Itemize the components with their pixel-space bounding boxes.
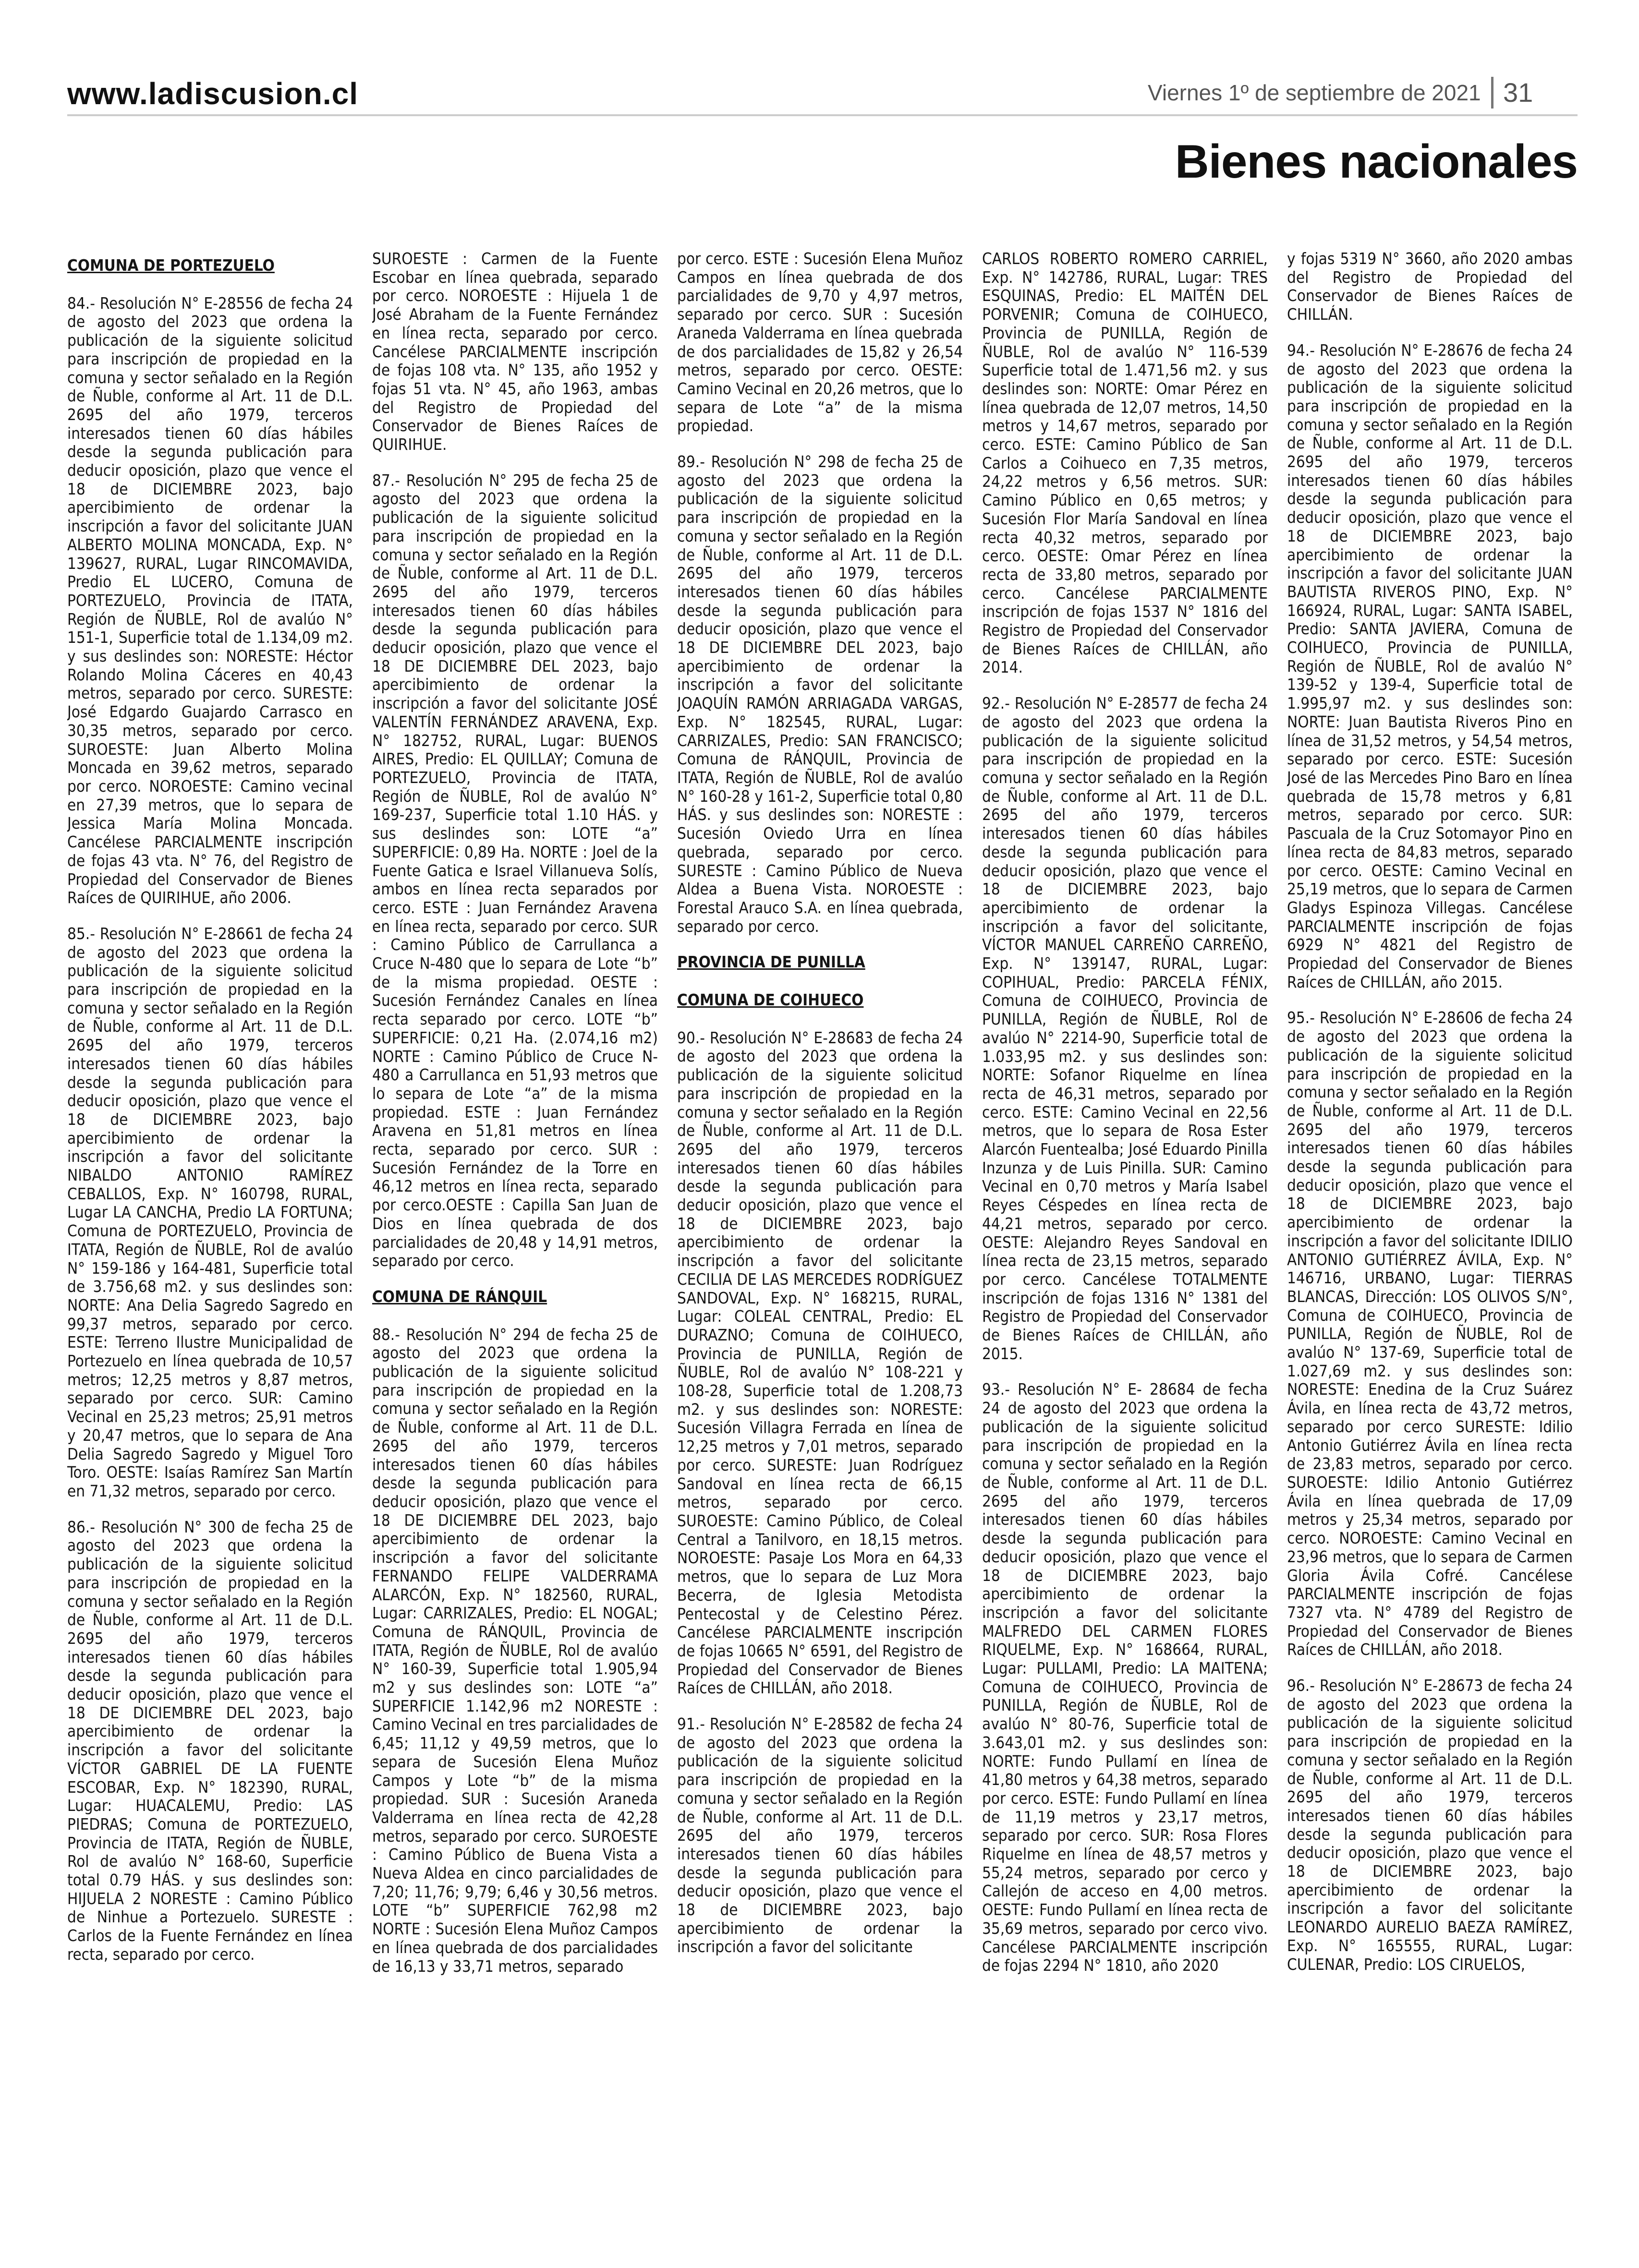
article-columns: [67, 250, 1573, 2237]
column-1: [67, 250, 353, 2237]
notice-paragraph: 88.- Resolución N° 294 de fecha 25 de agosto del 2023 que ordena la publicación de la siguiente solicitud para inscripción de propiedad en la comuna y sector señalado en la Región de Ñuble, conforme al Art. 11 de D.L. 2695 del año 1979, terceros interesados tienen 60 días hábiles desde la segunda publicación para deducir oposición, plazo que vence el 18 DE DICIEMBRE DEL 2023, bajo apercibimiento de ordenar la inscripción a favor del solicitante FERNANDO FELIPE VALDERRAMA ALARCÓN, Exp. N° 182560, RURAL, Lugar: CARRIZALES, Predio: EL NOGAL; Comuna de RÁNQUIL, Provincia de ITATA, Región de ÑUBLE, Rol de avalúo N° 160-39, Superficie total 1.905,94 m2 y sus deslindes son: LOTE “a” SUPERFICIE 1.142,96 m2 NORESTE : Camino Vecinal en tres parcialidades de 6,45; 11,12 y 49,59 metros, que lo separa de Sucesión Elena Muñoz Campos y Lote “b” de la misma propiedad. SUR : Sucesión Araneda Valderrama en línea recta de 42,28 metros, separado por cerco. SUROESTE : Camino Público de Buena Vista a Nueva Aldea en cinco parcialidades de 7,20; 11,76; 9,79; 6,46 y 30,56 metros. LOTE “b” SUPERFICIE 762,98 m2 NORTE : Sucesión Elena Muñoz Campos en línea quebrada de dos parcialidades de 16,13 y 33,71 metros, separado: [372, 1325, 658, 1976]
section-title: Bienes nacionales: [1175, 135, 1578, 188]
section-heading: PROVINCIA DE PUNILLA: [677, 953, 865, 972]
section-heading: COMUNA DE RÁNQUIL: [372, 1287, 547, 1306]
notice-paragraph: 93.- Resolución N° E- 28684 de fecha 24 de agosto del 2023 que ordena la publicación de la siguiente solicitud para inscripción de propiedad en la comuna y sector señalado en la Región de Ñuble, conforme al Art. 11 de D.L. 2695 del año 1979, terceros interesados tienen 60 días hábiles desde la segunda publicación para deducir oposición, plazo que vence el 18 de DICIEMBRE 2023, bajo apercibimiento de ordenar la inscripción a favor del solicitante MALFREDO DEL CARMEN FLORES RIQUELME, Exp. N° 168664, RURAL, Lugar: PULLAMI, Predio: LA MAITENA; Comuna de COIHUECO, Provincia de PUNILLA, Región de ÑUBLE, Rol de avalúo N° 80-76, Superficie total de 3.643,01 m2. y sus deslindes son: NORTE: Fundo Pullamí en línea de 41,80 metros y 64,38 metros, separado por cerco. ESTE: Fundo Pullamí en línea de 11,19 metros y 23,17 metros, separado por cerco. SUR: Rosa Flores Riquelme en línea de 48,57 metros y 55,24 metros, separado por cerco y Callejón de acceso en 4,00 metros. OESTE: Fundo Pullamí en línea recta de 35,69 metros, separado por cerco vivo. Cancélese PARCIALMENTE inscripción de fojas 2294 N° 1810, año 2020: [982, 1380, 1268, 1975]
notice-paragraph: 85.- Resolución N° E-28661 de fecha 24 de agosto del 2023 que ordena la publicación de la siguiente solicitud para inscripción de propiedad en la comuna y sector señalado en la Región de Ñuble, conforme al Art. 11 de D.L. 2695 del año 1979, terceros interesados tienen 60 días hábiles desde la segunda publicación para deducir oposición, plazo que vence el 18 de DICIEMBRE 2023, bajo apercibimiento de ordenar la inscripción a favor del solicitante NIBALDO ANTONIO RAMÍREZ CEBALLOS, Exp. N° 160798, RURAL, Lugar LA CANCHA, Predio LA FORTUNA; Comuna de PORTEZUELO, Provincia de ITATA, Región de ÑUBLE, Rol de avalúo N° 159-186 y 164-481, Superficie total de 3.756,68 m2. y sus deslindes son: NORTE: Ana Delia Sagredo Sagredo en 99,37 metros, separado por cerco. ESTE: Terreno Ilustre Municipalidad de Portezuelo en línea quebrada de 10,57 metros; 12,25 metros y 8,87 metros, separado por cerco. SUR: Camino Vecinal en 25,23 metros; 25,91 metros y 20,47 metros, que lo separa de Ana Delia Sagredo Sagredo y Miguel Toro Toro. OESTE: Isaías Ramírez San Martín en 71,32 metros, separado por cerco.: [67, 924, 353, 1500]
notice-paragraph: 92.- Resolución N° E-28577 de fecha 24 de agosto del 2023 que ordena la publicación de la siguiente solicitud para inscripción de propiedad en la comuna y sector señalado en la Región de Ñuble, conforme al Art. 11 de D.L. 2695 del año 1979, terceros interesados tienen 60 días hábiles desde la segunda publicación para deducir oposición, plazo que vence el 18 de DICIEMBRE 2023, bajo apercibimiento de ordenar la inscripción a favor del solicitante, VÍCTOR MANUEL CARREÑO CARREÑO, Exp. N° 139147, RURAL, Lugar: COPIHUAL, Predio: PARCELA FÉNIX, Comuna de COIHUECO, Provincia de PUNILLA, Región de ÑUBLE, Rol de avalúo N° 2214-90, Superficie total de 1.033,95 m2. y sus deslindes son: NORTE: Sofanor Riquelme en línea recta de 46,31 metros, separado por cerco. ESTE: Camino Vecinal en 22,56 metros, que lo separa de Rosa Ester Alarcón Fuentealba; José Eduardo Pinilla Inzunza y de Luis Pinilla. SUR: Camino Vecinal en 0,70 metros y María Isabel Reyes Céspedes en línea recta de 44,21 metros, separado por cerco. OESTE: Alejandro Reyes Sandoval en línea recta de 23,15 metros, separado por cerco. Cancélese TOTALMENTE inscripción de fojas 1316 N° 1381 del Registro de Propiedad del Conservador de Bienes Raíces de CHILLÁN, año 2015.: [982, 694, 1268, 1363]
notice-paragraph: 94.- Resolución N° E-28676 de fecha 24 de agosto del 2023 que ordena la publicación de la siguiente solicitud para inscripción de propiedad en la comuna y sector señalado en la Región de Ñuble, conforme al Art. 11 de D.L. 2695 del año 1979, terceros interesados tienen 60 días hábiles desde la segunda publicación para deducir oposición, plazo que vence el 18 de DICIEMBRE 2023, bajo apercibimiento de ordenar la inscripción a favor del solicitante JUAN BAUTISTA RIVEROS PINO, Exp. N° 166924, RURAL, Lugar: SANTA ISABEL, Predio: SANTA JAVIERA, Comuna de COIHUECO, Provincia de PUNILLA, Región de ÑUBLE, Rol de avalúo N° 139-52 y 139-4, Superficie total de 1.995,97 m2. y sus deslindes son: NORTE: Juan Bautista Riveros Pino en línea de 31,52 metros, y 54,54 metros, separado por cerco. ESTE: Sucesión José de las Mercedes Pino Baro en línea quebrada de 15,78 metros y 6,81 metros, separado por cerco. SUR: Pascuala de la Cruz Sotomayor Pino en línea recta de 84,83 metros, separado por cerco. OESTE: Camino Vecinal en 25,19 metros, que lo separa de Carmen Gladys Espinoza Villegas. Cancélese PARCIALMENTE inscripción de fojas 6929 N° 4821 del Registro de Propiedad del Conservador de Bienes Raíces de CHILLÁN, año 2015.: [1287, 340, 1573, 991]
notice-paragraph: 96.- Resolución N° E-28673 de fecha 24 de agosto del 2023 que ordena la publicación de la siguiente solicitud para inscripción de propiedad en la comuna y sector señalado en la Región de Ñuble, conforme al Art. 11 de D.L. 2695 del año 1979, terceros interesados tienen 60 días hábiles desde la segunda publicación para deducir oposición, plazo que vence el 18 de DICIEMBRE 2023, bajo apercibimiento de ordenar la inscripción a favor del solicitante LEONARDO AURELIO BAEZA RAMÍREZ, Exp. N° 165555, RURAL, Lugar: CULENAR, Predio: LOS CIRUELOS,: [1287, 1676, 1573, 1974]
column-3: [677, 250, 963, 2237]
notice-paragraph: CARLOS ROBERTO ROMERO CARRIEL, Exp. N° 142786, RURAL, Lugar: TRES ESQUINAS, Predio: EL MAITÉN DEL PORVENIR; Comuna de COIHUECO, Provincia de PUNILLA, Región de ÑUBLE, Rol de avalúo N° 116-539 Superficie total de 1.471,56 m2. y sus deslindes son: NORTE: Omar Pérez en línea quebrada de 12,07 metros, 14,50 metros y 14,67 metros, separado por cerco. ESTE: Camino Público de San Carlos a Coihueco en 7,35 metros, 24,22 metros y 6,56 metros. SUR: Camino Público en 0,65 metros; y Sucesión Flor María Sandoval en línea recta 40,32 metros, separado por cerco. OESTE: Omar Pérez en línea recta de 33,80 metros, separado por cerco. Cancélese PARCIALMENTE inscripción de fojas 1537 N° 1816 del Registro de Propiedad del Conservador de Bienes Raíces de CHILLÁN, año 2014.: [982, 250, 1268, 677]
column-4: [982, 250, 1268, 2237]
notice-paragraph: y fojas 5319 N° 3660, año 2020 ambas del Registro de Propiedad del Conservador de Bienes Raíces de CHILLÁN.: [1287, 250, 1573, 324]
column-2: [372, 250, 658, 2237]
notice-paragraph: 87.- Resolución N° 295 de fecha 25 de agosto del 2023 que ordena la publicación de la siguiente solicitud para inscripción de propiedad en la comuna y sector señalado en la Región de Ñuble, conforme al Art. 11 de D.L. 2695 del año 1979, terceros interesados tienen 60 días hábiles desde la segunda publicación para deducir oposición, plazo que vence el 18 DE DICIEMBRE DEL 2023, bajo apercibimiento de ordenar la inscripción a favor del solicitante JOSÉ VALENTÍN FERNÁNDEZ ARAVENA, Exp. N° 182752, RURAL, Lugar: BUENOS AIRES, Predio: EL QUILLAY; Comuna de PORTEZUELO, Provincia de ITATA, Región de ÑUBLE, Rol de avalúo N° 169-237, Superficie total 1.10 HÁS. y sus deslindes son: LOTE “a” SUPERFICIE: 0,89 Ha. NORTE : Joel de la Fuente Gatica e Israel Villanueva Solís, ambos en línea recta separados por cerco. ESTE : Juan Fernández Aravena en línea recta, separado por cerco. SUR : Camino Público de Carrullanca a Cruce N-480 que lo separa de Lote “b” de la misma propiedad. OESTE : Sucesión Fernández Canales en línea recta separado por cerco. LOTE “b” SUPERFICIE: 0,21 Ha. (2.074,16 m2) NORTE : Camino Público de Cruce N-480 a Carrullanca en 51,93 metros que lo separa de Lote “a” de la misma propiedad. ESTE : Juan Fernández Aravena en 51,81 metros en línea recta, separado por cerco. SUR : Sucesión Fernández de la Torre en 46,12 metros en línea recta, separado por cerco.OESTE : Capilla San Juan de Dios en línea quebrada de dos parcialidades de 20,48 y 14,91 metros, separado por cerco.: [372, 470, 658, 1270]
notice-paragraph: SUROESTE : Carmen de la Fuente Escobar en línea quebrada, separado por cerco. NOROESTE : Hijuela 1 de José Abraham de la Fuente Fernández en línea recta, separado por cerco. Cancélese PARCIALMENTE inscripción de fojas 108 vta. N° 135, año 1952 y fojas 51 vta. N° 45, año 1963, ambas del Registro de Propiedad del Conservador de Bienes Raíces de QUIRIHUE.: [372, 250, 658, 454]
notice-paragraph: por cerco. ESTE : Sucesión Elena Muñoz Campos en línea quebrada de dos parcialidades de 9,70 y 4,97 metros, separado por cerco. SUR : Sucesión Araneda Valderrama en línea quebrada de dos parcialidades de 15,82 y 26,54 metros, separado por cerco. OESTE: Camino Vecinal en 20,26 metros, que lo separa de Lote “a” de la misma propiedad.: [677, 250, 963, 435]
column-5: [1287, 250, 1573, 2237]
section-heading: COMUNA DE COIHUECO: [677, 990, 864, 1010]
notice-paragraph: 84.- Resolución N° E-28556 de fecha 24 de agosto del 2023 que ordena la publicación de la siguiente solicitud para inscripción de propiedad en la comuna y sector señalado en la Región de Ñuble, conforme al Art. 11 de D.L. 2695 del año 1979, terceros interesados tienen 60 días hábiles desde la segunda publicación para deducir oposición, plazo que vence el 18 de DICIEMBRE 2023, bajo apercibimiento de ordenar la inscripción a favor del solicitante JUAN ALBERTO MOLINA MONCADA, Exp. N° 139627, RURAL, Lugar RINCOMAVIDA, Predio EL LUCERO, Comuna de PORTEZUELO, Provincia de ITATA, Región de ÑUBLE, Rol de avalúo N° 151-1, Superficie total de 1.134,09 m2. y sus deslindes son: NORESTE: Héctor Rolando Molina Cáceres en 40,43 metros, separado por cerco. SURESTE: José Edgardo Guajardo Carrasco en 30,35 metros, separado por cerco. SUROESTE: Juan Alberto Molina Moncada en 39,62 metros, separado por cerco. NOROESTE: Camino vecinal en 27,39 metros, que lo separa de Jessica María Molina Moncada. Cancélese PARCIALMENTE inscripción de fojas 43 vta. N° 76, del Registro de Propiedad del Conservador de Bienes Raíces de QUIRIHUE, año 2006.: [67, 293, 353, 907]
site-url: www.ladiscusion.cl: [67, 76, 358, 111]
notice-paragraph: 86.- Resolución N° 300 de fecha 25 de agosto del 2023 que ordena la publicación de la siguiente solicitud para inscripción de propiedad en la comuna y sector señalado en la Región de Ñuble, conforme al Art. 11 de D.L. 2695 del año 1979, terceros interesados tienen 60 días hábiles desde la segunda publicación para deducir oposición, plazo que vence el 18 DE DICIEMBRE DEL 2023, bajo apercibimiento de ordenar la inscripción a favor del solicitante VÍCTOR GABRIEL DE LA FUENTE ESCOBAR, Exp. N° 182390, RURAL, Lugar: HUACALEMU, Predio: LAS PIEDRAS; Comuna de PORTEZUELO, Provincia de ITATA, Región de ÑUBLE, Rol de avalúo N° 168-60, Superficie total 0.79 HÁS. y sus deslindes son: HIJUELA 2 NORESTE : Camino Público de Ninhue a Portezuelo. SURESTE : Carlos de la Fuente Fernández en línea recta, separado por cerco.: [67, 1517, 353, 1964]
issue-date: Viernes 1º de septiembre de 2021: [1148, 80, 1481, 105]
notice-paragraph: 89.- Resolución N° 298 de fecha 25 de agosto del 2023 que ordena la publicación de la siguiente solicitud para inscripción de propiedad en la comuna y sector señalado en la Región de Ñuble, conforme al Art. 11 de D.L. 2695 del año 1979, terceros interesados tienen 60 días hábiles desde la segunda publicación para deducir oposición, plazo que vence el 18 DE DICIEMBRE DEL 2023, bajo apercibimiento de ordenar la inscripción a favor del solicitante JOAQUÍN RAMÓN ARRIAGADA VARGAS, Exp. N° 182545, RURAL, Lugar: CARRIZALES, Predio: SAN FRANCISCO; Comuna de RÁNQUIL, Provincia de ITATA, Región de ÑUBLE, Rol de avalúo N° 160-28 y 161-2, Superficie total 0,80 HÁS. y sus deslindes son: NORESTE : Sucesión Oviedo Urra en línea quebrada, separado por cerco. SURESTE : Camino Público de Nueva Aldea a Buena Vista. NOROESTE : Forestal Arauco S.A. en línea quebrada, separado por cerco.: [677, 452, 963, 936]
notice-paragraph: 91.- Resolución N° E-28582 de fecha 24 de agosto del 2023 que ordena la publicación de la siguiente solicitud para inscripción de propiedad en la comuna y sector señalado en la Región de Ñuble, conforme al Art. 11 de D.L. 2695 del año 1979, terceros interesados tienen 60 días hábiles desde la segunda publicación para deducir oposición, plazo que vence el 18 de DICIEMBRE 2023, bajo apercibimiento de ordenar la inscripción a favor del solicitante: [677, 1714, 963, 1956]
section-heading: COMUNA DE PORTEZUELO: [67, 256, 275, 275]
notice-paragraph: 95.- Resolución N° E-28606 de fecha 24 de agosto del 2023 que ordena la publicación de la siguiente solicitud para inscripción de propiedad en la comuna y sector señalado en la Región de Ñuble, conforme al Art. 11 de D.L. 2695 del año 1979, terceros interesados tienen 60 días hábiles desde la segunda publicación para deducir oposición, plazo que vence el 18 de DICIEMBRE 2023, bajo apercibimiento de ordenar la inscripción a favor del solicitante IDILIO ANTONIO GUTIÉRREZ ÁVILA, Exp. N° 146716, URBANO, Lugar: TIERRAS BLANCAS, Dirección: LOS OLIVOS S/N°, Comuna de COIHUECO, Provincia de PUNILLA, Región de ÑUBLE, Rol de avalúo N° 137-69, Superficie total de 1.027,69 m2. y sus deslindes son: NORESTE: Enedina de la Cruz Suárez Ávila, en línea recta de 43,72 metros, separado por cerco SURESTE: Idilio Antonio Gutiérrez Ávila en línea recta de 23,83 metros, separado por cerco. SUROESTE: Idilio Antonio Gutiérrez Ávila en línea quebrada de 17,09 metros y 25,34 metros, separado por cerco. NOROESTE: Camino Vecinal en 23,96 metros, que lo separa de Carmen Gloria Ávila Cofré. Cancélese PARCIALMENTE inscripción de fojas 7327 vta. N° 4789 del Registro de Propiedad del Conservador de Bienes Raíces de CHILLÁN, año 2018.: [1287, 1008, 1573, 1659]
header-rule: [67, 114, 1578, 116]
page-number: 31: [1503, 77, 1533, 108]
header-divider: [1491, 77, 1493, 109]
notice-paragraph: 90.- Resolución N° E-28683 de fecha 24 de agosto del 2023 que ordena la publicación de la siguiente solicitud para inscripción de propiedad en la comuna y sector señalado en la Región de Ñuble, conforme al Art. 11 de D.L. 2695 del año 1979, terceros interesados tienen 60 días hábiles desde la segunda publicación para deducir oposición, plazo que vence el 18 de DICIEMBRE 2023, bajo apercibimiento de ordenar la inscripción a favor del solicitante CECILIA DE LAS MERCEDES RODRÍGUEZ SANDOVAL, Exp. N° 168215, RURAL, Lugar: COLEAL CENTRAL, Predio: EL DURAZNO; Comuna de COIHUECO, Provincia de PUNILLA, Región de ÑUBLE, Rol de avalúo N° 108-221 y 108-28, Superficie total de 1.208,73 m2. y sus deslindes son: NORESTE: Sucesión Villagra Ferrada en línea de 12,25 metros y 7,01 metros, separado por cerco. SURESTE: Juan Rodríguez Sandoval en línea recta de 66,15 metros, separado por cerco. SUROESTE: Camino Público, de Coleal Central a Tanilvoro, en 18,15 metros. NOROESTE: Pasaje Los Mora en 64,33 metros, que lo separa de Luz Mora Becerra, de Iglesia Metodista Pentecostal y de Celestino Pérez. Cancélese PARCIALMENTE inscripción de fojas 10665 N° 6591, del Registro de Propiedad del Conservador de Bienes Raíces de CHILLÁN, año 2018.: [677, 1028, 963, 1698]
